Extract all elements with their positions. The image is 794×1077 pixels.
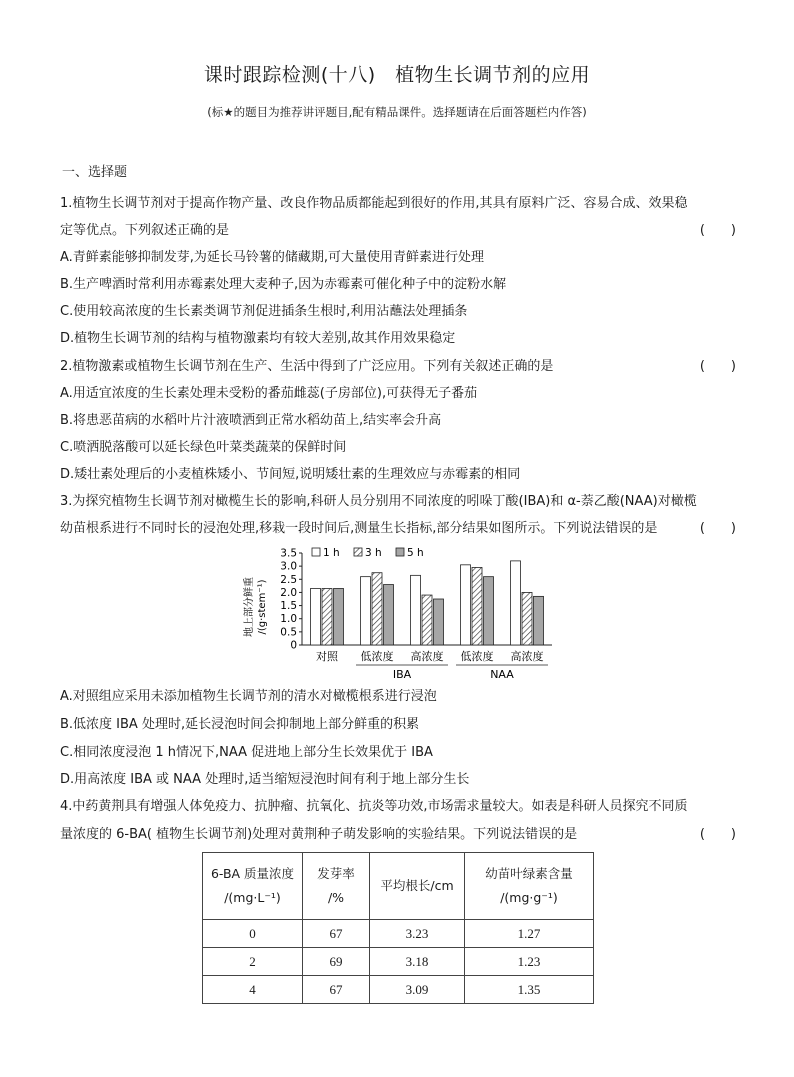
legend-swatch: [354, 548, 362, 556]
table-cell: 1.35: [465, 976, 594, 1004]
question-1-option-d: D.植物生长调节剂的结构与植物激素均有较大差别,故其作用效果稳定: [60, 331, 456, 346]
table-cell: 1.27: [465, 920, 594, 948]
y-axis-label-line-1: 地上部分鲜重: [244, 577, 255, 637]
group-label: NAA: [490, 668, 514, 680]
table-row: [203, 976, 594, 1004]
bar: [322, 588, 332, 645]
table-cell: 2: [203, 948, 303, 976]
question-4-stem-line-1: 4.中药黄荆具有增强人体免疫力、抗肿瘤、抗氧化、抗炎等功效,市场需求量较大。如表是科研人员探究不同质: [60, 799, 688, 814]
bar: [461, 565, 471, 645]
y-axis-label-line-2: /(g·stem⁻¹): [257, 579, 268, 635]
bar: [522, 592, 532, 645]
question-4-answer-blank: ( ): [699, 827, 736, 842]
y-tick-label: 0: [290, 639, 297, 652]
header-root-length: 平均根长/cm: [370, 853, 465, 920]
question-2-answer-blank: ( ): [699, 359, 736, 374]
bar: [334, 588, 344, 645]
bar: [434, 599, 444, 645]
question-3-stem-line-2: 幼苗根系进行不同时长的浸泡处理,移栽一段时间后,测量生长指标,部分结果如图所示。下列说法错误的是: [60, 521, 658, 536]
question-2-option-d: D.矮壮素处理后的小麦植株矮小、节间短,说明矮壮素的生理效应与赤霉素的相同: [60, 467, 521, 482]
y-tick-label: 2.0: [280, 586, 297, 599]
legend-label: 3 h: [365, 547, 382, 559]
table-cell: 3.23: [370, 920, 465, 948]
bar: [422, 595, 432, 645]
table-cell: 67: [303, 976, 370, 1004]
fresh-weight-bar-chart: [232, 545, 562, 680]
x-tick-label: 高浓度: [510, 650, 544, 663]
legend-swatch: [312, 548, 320, 556]
y-tick-label: 1.5: [280, 600, 297, 613]
question-3-option-a: A.对照组应采用未添加植物生长调节剂的清水对橄榄根系进行浸泡: [60, 689, 437, 704]
germination-data-table: [202, 852, 594, 1004]
table-row: [203, 920, 594, 948]
header-concentration: 6-BA 质量浓度 /(mg·L⁻¹): [203, 853, 303, 920]
question-1-stem-line-1: 1.植物生长调节剂对于提高作物产量、改良作物品质都能起到很好的作用,其具有原料广泛、容易合成、效果稳: [60, 196, 688, 211]
question-1-option-a: A.青鲜素能够抑制发芽,为延长马铃薯的储藏期,可大量使用青鲜素进行处理: [60, 250, 485, 265]
x-tick-label: 低浓度: [360, 650, 394, 663]
question-2-option-b: B.将患恶苗病的水稻叶片汁液喷洒到正常水稻幼苗上,结实率会升高: [60, 413, 442, 428]
table-cell: 3.18: [370, 948, 465, 976]
section-heading: 一、选择题: [62, 165, 128, 180]
legend-swatch: [396, 548, 404, 556]
bar: [484, 577, 494, 645]
bar: [534, 596, 544, 645]
question-1-option-c: C.使用较高浓度的生长素类调节剂促进插条生根时,利用沾蘸法处理插条: [60, 304, 468, 319]
y-tick-label: 2.5: [280, 573, 297, 586]
y-tick-label: 3.5: [280, 547, 297, 560]
page-title: 课时跟踪检测(十八) 植物生长调节剂的应用: [203, 64, 591, 86]
header-germination-rate: 发芽率 /%: [303, 853, 370, 920]
y-tick-label: 3.0: [280, 560, 297, 573]
question-4-stem-line-2: 量浓度的 6-BA( 植物生长调节剂)处理对黄荆种子萌发影响的实验结果。下列说法错误的是: [60, 827, 578, 842]
table-cell: 69: [303, 948, 370, 976]
legend-label: 5 h: [407, 547, 424, 559]
question-1-option-b: B.生产啤酒时常利用赤霉素处理大麦种子,因为赤霉素可催化种子中的淀粉水解: [60, 277, 507, 292]
x-tick-label: 低浓度: [460, 650, 494, 663]
table-cell: 1.23: [465, 948, 594, 976]
header-chlorophyll: 幼苗叶绿素含量 /(mg·g⁻¹): [465, 853, 594, 920]
bar: [511, 561, 521, 645]
legend-label: 1 h: [323, 547, 340, 559]
question-3-stem-line-1: 3.为探究植物生长调节剂对橄榄生长的影响,科研人员分别用不同浓度的吲哚丁酸(IBA)和 α-萘乙酸(NAA)对橄榄: [60, 494, 697, 509]
question-1-answer-blank: ( ): [699, 223, 736, 238]
question-1-stem-line-2: 定等优点。下列叙述正确的是: [60, 223, 230, 238]
table-cell: 3.09: [370, 976, 465, 1004]
table-header-row: [203, 853, 594, 920]
table-cell: 0: [203, 920, 303, 948]
bar: [361, 577, 371, 645]
bar: [384, 585, 394, 645]
question-3-option-d: D.用高浓度 IBA 或 NAA 处理时,适当缩短浸泡时间有利于地上部分生长: [60, 772, 470, 787]
question-2-option-c: C.喷洒脱落酸可以延长绿色叶菜类蔬菜的保鲜时间: [60, 440, 347, 455]
question-3-answer-blank: ( ): [699, 521, 736, 536]
table-row: [203, 948, 594, 976]
table-cell: 67: [303, 920, 370, 948]
x-tick-label: 高浓度: [410, 650, 444, 663]
bar: [411, 575, 421, 645]
question-3-option-b: B.低浓度 IBA 处理时,延长浸泡时间会抑制地上部分鲜重的积累: [60, 717, 420, 732]
question-2-option-a: A.用适宜浓度的生长素处理未受粉的番茄雌蕊(子房部位),可获得无子番茄: [60, 386, 478, 401]
table-cell: 4: [203, 976, 303, 1004]
page-subtitle: (标★的题目为推荐讲评题目,配有精品课件。选择题请在后面答题栏内作答): [207, 105, 587, 119]
group-label: IBA: [392, 668, 412, 680]
bar: [372, 573, 382, 645]
bar: [472, 567, 482, 645]
question-2-stem: 2.植物激素或植物生长调节剂在生产、生活中得到了广泛应用。下列有关叙述正确的是: [60, 359, 554, 374]
y-tick-label: 1.0: [280, 613, 297, 626]
bar: [311, 588, 321, 645]
question-3-option-c: C.相同浓度浸泡 1 h情况下,NAA 促进地上部分生长效果优于 IBA: [60, 745, 433, 760]
x-tick-label: 对照: [316, 650, 338, 663]
y-tick-label: 0.5: [280, 626, 297, 639]
